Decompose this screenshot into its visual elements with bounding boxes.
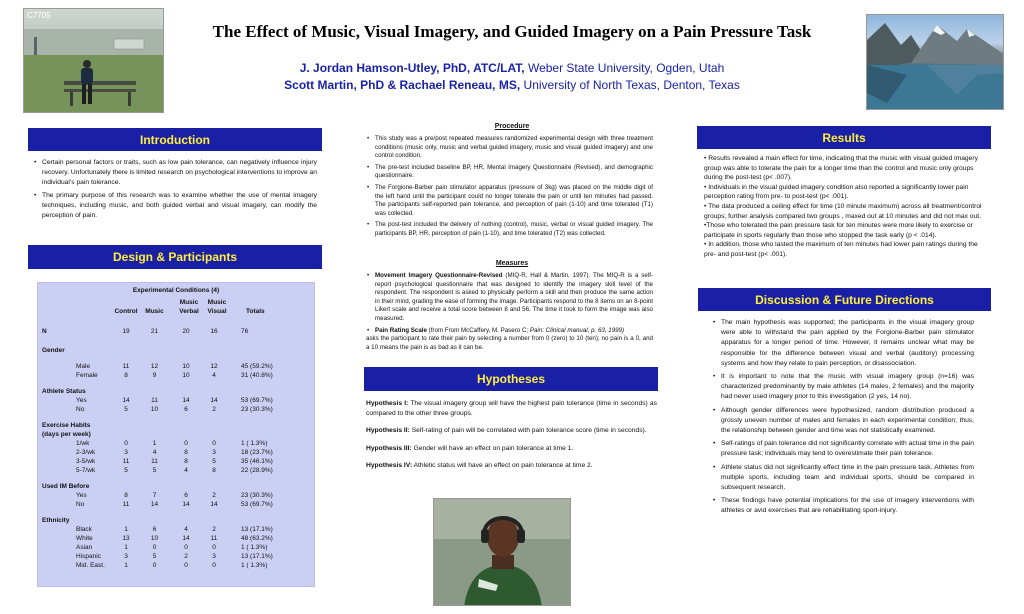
table-row-label: White (76, 535, 93, 542)
table-cell: 5 (124, 467, 128, 474)
table-cell: 14 (210, 501, 218, 508)
procedure-item: • The pre-test included baseline BP, HR, Mental Imagery Questionnaire (Revised), and demographic questionnaire. (366, 164, 653, 181)
field-bench-photo (23, 8, 164, 113)
table-cell: 4 (184, 467, 188, 474)
table-cell: 31 (40.8%) (241, 372, 273, 379)
discussion-item: • Although gender differences were hypothesized, random distribution produced a grossly uneven number of males and females in each experimental condition; thus, the relationship between gender and time was not statistically examined. (712, 406, 974, 437)
table-header-row-2 (38, 307, 314, 316)
table-row-label: Used IM Before (42, 483, 90, 490)
athlete-headphones-photo (433, 498, 571, 606)
table-cell: 0 (184, 544, 188, 551)
table-row (38, 466, 314, 475)
table-cell: 13 (122, 535, 130, 542)
results-heading: Results (697, 126, 991, 149)
measure-miqr-title: Movement Imagery Questionnaire-Revised (375, 272, 503, 279)
measures-heading: Measures (495, 260, 529, 267)
table-header-cell: Totals (246, 308, 265, 315)
table-row (38, 448, 314, 457)
table-cell: 14 (182, 501, 190, 508)
author-line-1 (180, 60, 844, 77)
table-cell: 5 (152, 553, 157, 560)
table-cell: 14 (122, 397, 130, 404)
table-cell: 0 (152, 544, 157, 551)
measures-body (366, 272, 653, 352)
results-line: • Results revealed a main effect for time, indicating that the music with visual guided imagery group was able to tolerate the pain for a longer time than the control and music only groups during the post-test (p< .007). (704, 155, 978, 182)
measure-miqr (366, 272, 653, 324)
table-cell: 0 (124, 440, 128, 447)
table-cell: 5 (152, 467, 157, 474)
table-cell: 20 (182, 328, 190, 335)
procedure-body (366, 135, 653, 242)
hypothesis-2 (366, 426, 657, 436)
results-line: • The data produced a ceiling effect for time (10 minute maximum) across all treatment/control groups; further analysis compared two groups , maxed out at 10 minutes and did not max out. (704, 202, 982, 220)
measure-pain-scale-text: (from From McCaffery, M. Pasero C; (426, 326, 530, 334)
table-row (38, 430, 314, 439)
table-cell: 6 (184, 492, 188, 499)
table-cell: 11 (151, 397, 158, 404)
table-cell: 0 (212, 544, 216, 551)
table-cell: 10 (182, 372, 190, 379)
table-row-label: Ethnicity (42, 517, 70, 524)
table-row (38, 457, 314, 466)
discussion-item: • Athlete status did not significantly effect time in the pain pressure task. Athletes from multiple sports, including team and individual sports, should be compared in subsequent research. (712, 463, 974, 494)
table-cell: 5 (212, 458, 216, 465)
table-row (38, 482, 314, 491)
table-cell: 19 (122, 328, 130, 335)
measure-pain-scale-citation: Pain: Clinical manual, p. 63, 1999) (529, 326, 625, 334)
table-cell: 18 (23.7%) (241, 449, 273, 456)
table-row (38, 327, 314, 336)
table-row (38, 439, 314, 448)
table-cell: 76 (241, 328, 249, 335)
table-cell: 4 (212, 372, 216, 379)
table-cell: 3 (212, 449, 216, 456)
table-row (38, 387, 314, 396)
table-row (38, 543, 314, 552)
discussion-item: • Self-ratings of pain tolerance did not significantly correlate with actual time in the pain pressure task; individuals may tend to overestimate their pain tolerance. (712, 439, 974, 459)
hypothesis-label: Hypothesis IV: (366, 462, 413, 469)
measure-miqr-text: (MIQ-R, Hall & Martin, 1997). The MIQ-R is a self-report psychological questionnaire that was designed to identify the imagery skill level of the respondent. The respondent is asked to physically perform a skill and then produce the same action in their mind, grading the ease of forming the image. Participants respond to the 8 items on an 8-point Likert scale and receive a total score between 8 and 56. The time it took to form the image was also measured. (375, 272, 653, 322)
table-cell: 11 (151, 458, 158, 465)
introduction-heading: Introduction (28, 128, 322, 151)
hypotheses-heading: Hypotheses (364, 367, 658, 391)
table-cell: 7 (152, 492, 157, 499)
design-heading: Design & Participants (28, 245, 322, 269)
table-cell: 10 (150, 406, 159, 413)
table-cell: 53 (69.7%) (241, 397, 273, 404)
table-cell: 13 (17.1%) (241, 553, 273, 560)
table-row-label: 3-5/wk (76, 458, 96, 465)
table-cell: 1 (124, 562, 128, 569)
measure-pain-scale-title: Pain Rating Scale (375, 326, 427, 334)
table-cell: 1 (152, 440, 157, 447)
table-cell: 14 (182, 397, 190, 404)
table-cell: 1 ( 1.3%) (241, 562, 268, 569)
table-cell: 6 (184, 406, 188, 413)
table-cell: 23 (30.3%) (241, 492, 273, 499)
table-cell: 1 (124, 544, 128, 551)
table-cell: 22 (28.9%) (241, 467, 273, 474)
table-header-cell: Verbal (179, 308, 199, 315)
table-cell: 4 (152, 449, 157, 456)
table-cell: 12 (150, 363, 159, 370)
table-cell: 3 (212, 553, 216, 560)
table-row-label: Male (76, 363, 91, 370)
measure-pain-scale (366, 327, 653, 336)
table-row-label: Hispanic (76, 553, 101, 560)
hypotheses-body (366, 399, 657, 475)
hypothesis-text: Self-rating of pain will be correlated with pain tolerance score (time in seconds). (409, 427, 647, 434)
table-header-cell: Music (179, 299, 199, 306)
table-row-label: Gender (42, 347, 65, 354)
table-row-label: 1/wk (76, 440, 90, 447)
table-cell: 8 (124, 492, 128, 499)
table-row-label: Exercise Habits (42, 422, 91, 429)
table-cell: 0 (212, 562, 216, 569)
table-cell: 10 (182, 363, 190, 370)
author1-name: J. Jordan Hamson-Utley, PhD, ATC/LAT, (299, 61, 525, 75)
table-cell: 0 (184, 440, 188, 447)
discussion-item: • These findings have potential implications for the use of imagery interventions with athletes or avid exercises that are rehabilitating sport-injury. (712, 496, 974, 516)
table-cell: 12 (210, 363, 218, 370)
table-row (38, 371, 314, 380)
table-row-label: Athlete Status (42, 388, 86, 395)
poster-title: The Effect of Music, Visual Imagery, and Guided Imagery on a Pain Pressure Task (212, 22, 812, 41)
table-cell: 11 (210, 535, 218, 542)
introduction-item: • The primary purpose of this research was to examine whether the use of mental imagery techniques, including music, and both guided verbal and visual imagery, can modify the perception of pain. (33, 191, 317, 221)
hypothesis-label: Hypothesis III: (366, 444, 412, 452)
table-row (38, 491, 314, 500)
table-cell: 2 (184, 553, 188, 560)
table-row (38, 396, 314, 405)
table-row (38, 534, 314, 543)
table-caption-row (38, 286, 314, 295)
table-cell: 10 (150, 535, 159, 542)
hypothesis-label: Hypothesis II: (366, 427, 410, 434)
hypothesis-text: The visual imagery group will have the highest pain tolerance (time in seconds) as compared to the other three groups. (366, 400, 657, 417)
table-cell: 13 (17.1%) (241, 526, 273, 533)
table-cell: 11 (122, 458, 130, 465)
table-cell: 1 (124, 526, 128, 533)
participants-table (37, 282, 315, 587)
table-row (38, 346, 314, 355)
table-row (38, 525, 314, 534)
procedure-item: • The post-test included the delivery of nothing (control), music, verbal or visual guided imagery. The participants BP, HR, perception of pain (1-10), and time tolerated (T2) was collected. (366, 221, 653, 238)
results-body (704, 154, 989, 260)
measure-pain-scale-rest: asks the participant to rate their pain by selecting a number from 0 (zero) to 10 (ten); no pain is a 0, and a 10 means the pain is as bad as it can be. (366, 335, 653, 351)
hypothesis-text: Gender will have an effect on pain tolerance at time 1. (411, 444, 574, 452)
procedure-heading: Procedure (494, 123, 530, 130)
table-cell: 16 (210, 328, 218, 335)
table-row-label: Yes (76, 492, 87, 499)
hypothesis-text: Athletic status will have an effect on pain tolerance at time 2. (412, 462, 593, 469)
table-cell: 0 (184, 562, 188, 569)
table-row (38, 561, 314, 570)
table-cell: 6 (152, 526, 157, 533)
table-row (38, 362, 314, 371)
table-cell: 0 (212, 440, 216, 447)
table-row-label: (days per week) (42, 431, 91, 438)
table-row-label: Mid. East. (76, 562, 105, 569)
hypothesis-1 (366, 399, 657, 418)
table-cell: 1 ( 1.3%) (241, 544, 268, 551)
table-cell: 8 (184, 458, 188, 465)
discussion-heading: Discussion & Future Directions (698, 288, 991, 311)
procedure-item: • The Forgione-Barber pain stimulator apparatus (pressure of 3kg) was placed on the middle digit of the left hand until the participant could no longer tolerate the pain or until ten minutes had passed. The participants self-reported pain tolerance, and perception of pain (1-10) and time tolerated (T1) was collected. (366, 184, 653, 218)
hypothesis-4 (366, 461, 657, 471)
table-cell: 0 (152, 562, 157, 569)
author1-affiliation: Weber State University, Ogden, Utah (524, 61, 725, 75)
table-cell: 21 (150, 328, 159, 335)
table-header-cell: Music (145, 308, 164, 315)
table-header-cell: Control (114, 308, 138, 315)
table-cell: 9 (152, 372, 157, 379)
poster-authors (180, 60, 844, 94)
table-cell: 23 (30.3%) (241, 406, 273, 413)
mountain-lake-photo (866, 14, 1004, 110)
table-cell: 2 (212, 492, 216, 499)
table-row-label: N (42, 328, 47, 335)
procedure-item: • This study was a pre/post repeated measures randomized experimental design with three treatment conditions (music only, music and verbal guided imagery, music and visual guided imagery) and one control condition. (366, 135, 653, 161)
table-header-row-1 (38, 298, 314, 307)
author2-name: Scott Martin, PhD & Rachael Reneau, MS, (284, 78, 521, 92)
table-cell: 3 (124, 449, 128, 456)
table-row (38, 421, 314, 430)
results-line: •Those who tolerated the pain pressure task for ten minutes were more likely to exercise or participate in sports regularly than those who stopped the task early (p < .014). (704, 222, 973, 239)
table-cell: 8 (124, 372, 128, 379)
introduction-body (33, 158, 317, 224)
table-row-label: Asian (76, 544, 93, 551)
discussion-body (712, 318, 974, 520)
table-cell: 2 (212, 526, 216, 533)
table-header-cell: Visual (207, 308, 227, 315)
results-line: • In addition, those who lasted the maximum of ten minutes had lower pain ratings during the pre- and post-test (p< .001). (704, 241, 978, 258)
table-row-label: Black (76, 526, 92, 533)
table-cell: 14 (150, 501, 159, 508)
hypothesis-3 (366, 444, 657, 454)
table-row-label: No (76, 501, 85, 508)
author2-affiliation: University of North Texas, Denton, Texas (520, 78, 740, 92)
introduction-item: • Certain personal factors or traits, such as low pain tolerance, can negatively influence injury recovery. Unfortunately there is limited research on psychological interventions to improve an individual’s pain tolerance. (33, 158, 317, 188)
table-cell: 14 (182, 535, 190, 542)
table-cell: 45 (59.2%) (241, 363, 273, 370)
table-cell: 8 (212, 467, 216, 474)
discussion-item: • The main hypothesis was supported; the participants in the visual imagery group were able to withstand the pain applied by the Forgione-Barber pain stimulator apparatus for a longer period of time. However, it remains unclear what may be responsible for the difference between visual and verbal (auditory) processing systems and how they relate to pain perception, or disassociation. (712, 318, 974, 369)
table-row (38, 552, 314, 561)
author-line-2 (180, 77, 844, 94)
table-cell: 53 (69.7%) (241, 501, 273, 508)
photo-watermark: C7705 (27, 11, 51, 20)
table-cell: 35 (46.1%) (241, 458, 273, 465)
hypothesis-label: Hypothesis I: (366, 400, 409, 407)
table-row (38, 405, 314, 414)
table-cell: 14 (210, 397, 218, 404)
table-cell: 48 (63.2%) (241, 535, 273, 542)
table-cell: 5 (124, 406, 128, 413)
discussion-item: • It is important to note that the music with visual imagery group (n=16) was characterized predominantly by male athletes (14 males, 2 females) and the majority had never used imagery prior to this investigation (2 yes, 14 no). (712, 372, 974, 403)
table-caption: Experimental Conditions (4) (132, 287, 220, 294)
results-line: • Individuals in the visual guided imagery condition also reported a significantly lower pain perception rating from pre- to post-test (p< .001). (704, 183, 969, 201)
table-cell: 11 (122, 501, 130, 508)
table-cell: 2 (212, 406, 216, 413)
table-cell: 11 (122, 363, 130, 370)
table-cell: 4 (184, 526, 188, 533)
table-row-label: 5-7/wk (76, 467, 96, 474)
table-row-label: No (76, 406, 85, 413)
table-cell: 1 ( 1.3%) (241, 440, 268, 447)
table-header-cell: Music (207, 299, 227, 306)
table-cell: 8 (184, 449, 188, 456)
table-row (38, 500, 314, 509)
table-row-label: Yes (76, 397, 87, 404)
table-row (38, 516, 314, 525)
table-row-label: Female (76, 372, 98, 379)
table-row-label: 2-3/wk (76, 449, 96, 456)
table-cell: 3 (124, 553, 128, 560)
